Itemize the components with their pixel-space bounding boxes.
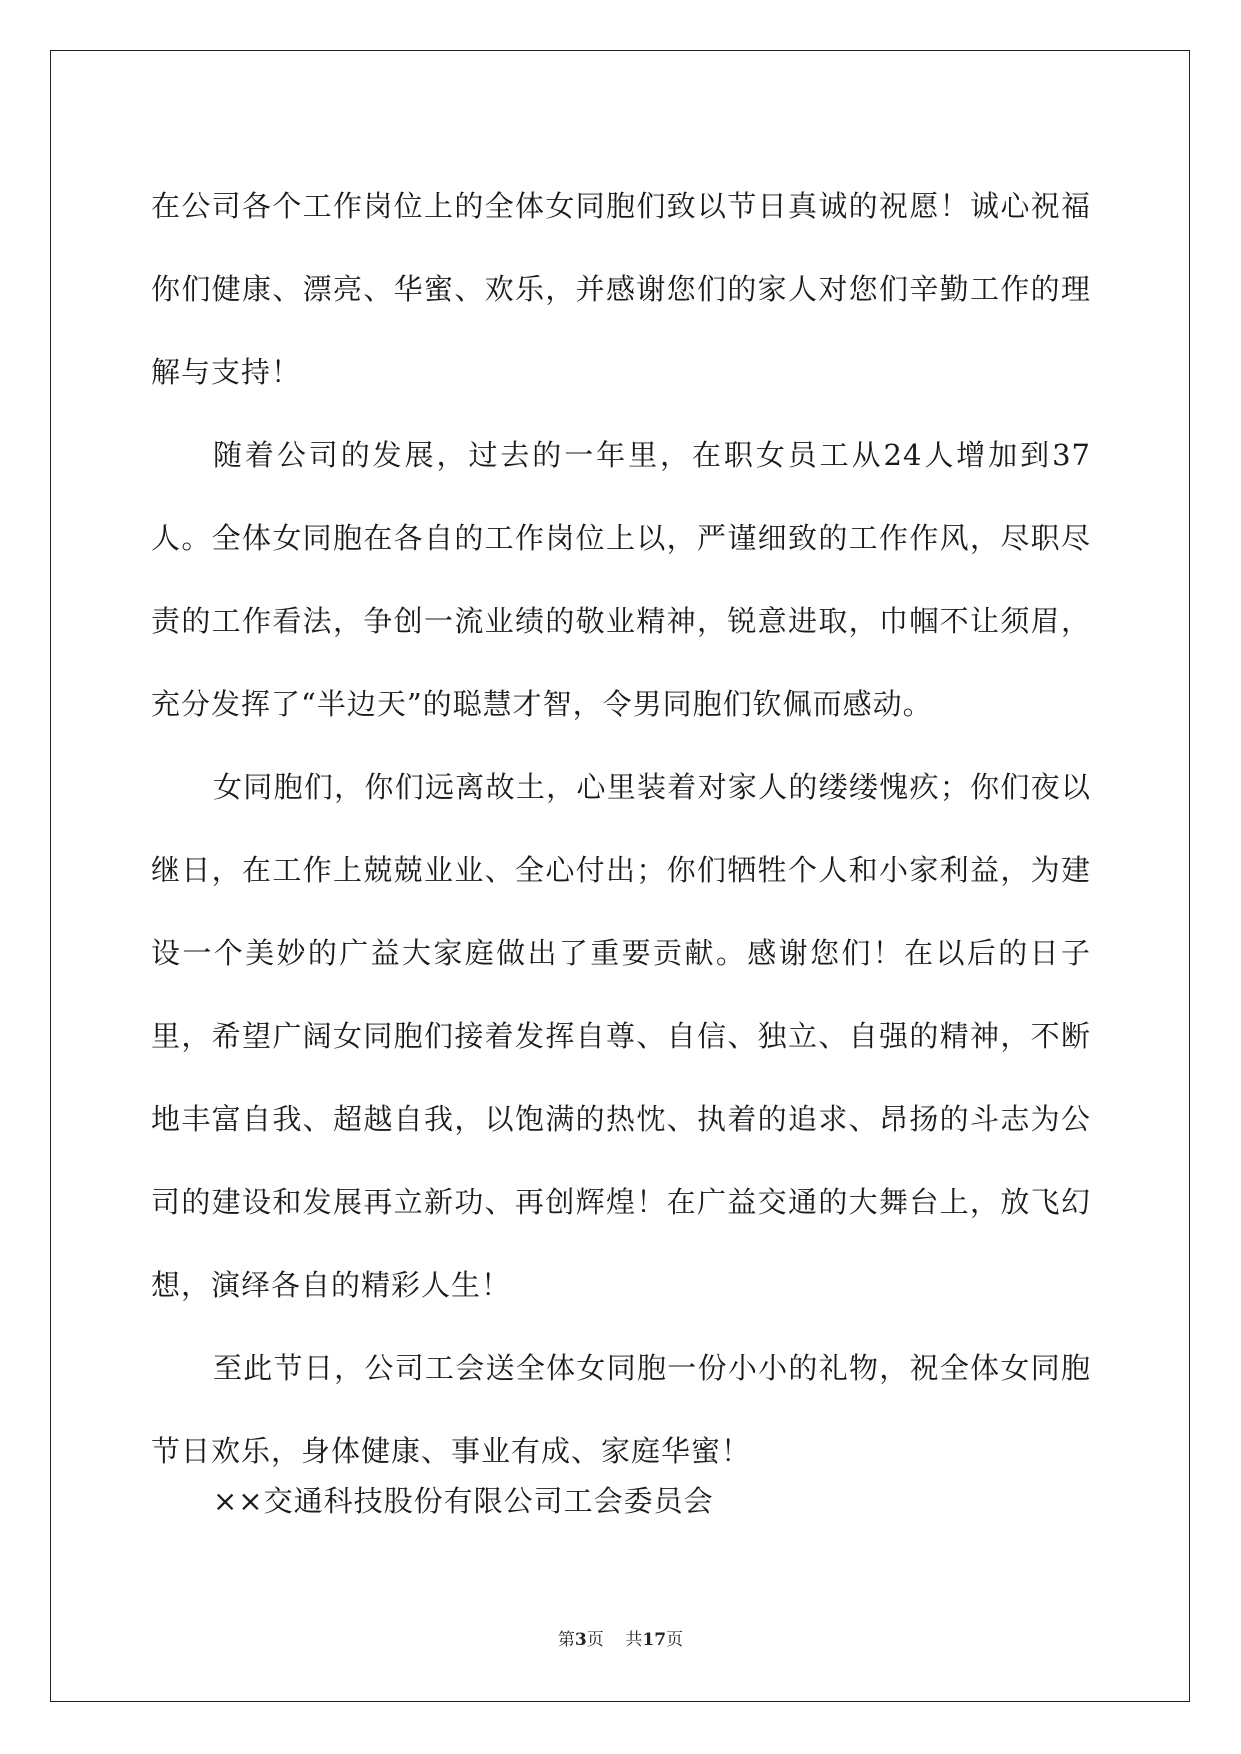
total-pages-number: 17 xyxy=(642,1630,667,1650)
paragraph-continuation: 在公司各个工作岗位上的全体女同胞们致以节日真诚的祝愿！诚心祝福你们健康、漂亮、华蜜、欢乐，并感谢您们的家人对您们辛勤工作的理解与支持！ xyxy=(151,189,1091,389)
page-suffix: 页 xyxy=(586,1630,604,1650)
page-prefix: 第 xyxy=(557,1630,575,1650)
total-suffix: 页 xyxy=(666,1630,684,1650)
total-prefix: 共 xyxy=(625,1630,643,1650)
signature-line: ××交通科技股份有限公司工会委员会 xyxy=(213,1484,714,1518)
paragraph-growth: 随着公司的发展，过去的一年里，在职女员工从24人增加到37人。全体女同胞在各自的工作岗位上以，严谨细致的工作作风，尽职尽责的工作看法，争创一流业绩的敬业精神，锐意进取，巾帼不让须眉，充分发挥了“半边天”的聪慧才智，令男同胞们钦佩而感动。 xyxy=(151,438,1091,721)
paragraph-thanks: 女同胞们，你们远离故土，心里装着对家人的缕缕愧疚；你们夜以继日，在工作上兢兢业业、全心付出；你们牺牲个人和小家利益，为建设一个美妙的广益大家庭做出了重要贡献。感谢您们！在以后的日子里，希望广阔女同胞们接着发挥自尊、自信、独立、自强的精神，不断地丰富自我、超越自我，以饱满的热忱、执着的追求、昂扬的斗志为公司的建设和发展再立新功、再创辉煌！在广益交通的大舞台上，放飞幻想，演绎各自的精彩人生！ xyxy=(151,770,1091,1302)
page-number-footer xyxy=(0,1628,1241,1652)
current-page-number: 3 xyxy=(574,1630,587,1650)
paragraph-gift: 至此节日，公司工会送全体女同胞一份小小的礼物，祝全体女同胞节日欢乐，身体健康、事业有成、家庭华蜜！ xyxy=(151,1351,1091,1468)
document-body xyxy=(151,165,1091,1493)
